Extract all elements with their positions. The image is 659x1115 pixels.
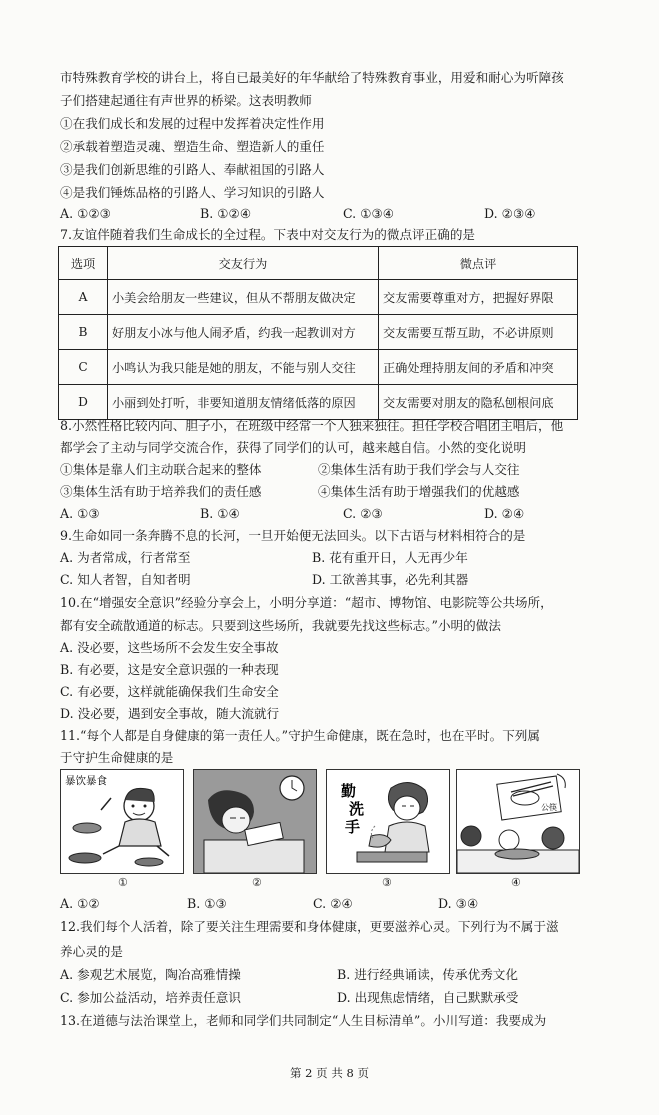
q6-statement-3: ③是我们创新思维的引路人、奉献祖国的引路人 xyxy=(60,162,325,177)
q7-table xyxy=(58,246,578,420)
pic-label-2: ② xyxy=(252,876,262,889)
table-row xyxy=(59,385,578,420)
q12-options-row-2 xyxy=(60,990,620,1006)
table-header: 交友行为 xyxy=(108,247,379,280)
table-row xyxy=(59,315,578,350)
table-cell: D xyxy=(59,385,108,420)
q12-options-row-1 xyxy=(60,967,620,983)
q13-stem: 13.在道德与法治课堂上，老师和同学们共同制定“人生目标清单”。小川写道：我要成为 xyxy=(60,1013,547,1028)
q10-option-c: C. 有必要，这样就能确保我们生命安全 xyxy=(60,684,279,699)
cartoon-wash-hands xyxy=(326,769,450,874)
q6-option-b: B. ①②④ xyxy=(200,206,252,221)
cartoon-serving-chopsticks xyxy=(456,769,580,874)
table-cell: 正确处理持朋友间的矛盾和冲突 xyxy=(379,350,578,385)
table-cell: B xyxy=(59,315,108,350)
table-header-row xyxy=(59,247,578,280)
q12-stem-line-1: 12.我们每个人活着，除了要关注生理需要和身体健康，更要滋养心灵。下列行为不属于滋 xyxy=(60,919,559,934)
cartoon-overeating xyxy=(60,769,184,874)
q8-statement-3: ③集体生活有助于培养我们的责任感 xyxy=(60,484,262,499)
q11-cartoon-strip xyxy=(60,769,578,876)
page-footer: 第 2 页 共 8 页 xyxy=(290,1066,369,1080)
q6-stem-line-1: 市特殊教育学校的讲台上，将自已最美好的年华献给了特殊教育事业，用爱和耐心为听障孩 xyxy=(60,70,564,85)
pic3-char-2: 洗 xyxy=(349,800,365,818)
q11-options xyxy=(60,896,620,912)
q11-option-c: C. ②④ xyxy=(313,896,353,911)
q8-options xyxy=(60,506,620,522)
q9-option-d: D. 工欲善其事，必先利其器 xyxy=(312,572,469,587)
q9-option-c: C. 知人者智，自知者明 xyxy=(60,572,191,587)
table-row xyxy=(59,280,578,315)
table-header: 选项 xyxy=(59,247,108,280)
pic-label-4: ④ xyxy=(511,876,521,889)
q6-option-d: D. ②③④ xyxy=(484,206,536,221)
table-cell: 小丽到处打听，非要知道朋友情绪低落的原因 xyxy=(108,385,379,420)
q10-stem-line-2: 都有安全疏散通道的标志。只要到这些场所，我就要先找这些标志。”小明的做法 xyxy=(60,618,501,633)
table-cell: 小鸣认为我只能是她的朋友，不能与别人交往 xyxy=(108,350,379,385)
q12-option-d: D. 出现焦虑情绪，自己默默承受 xyxy=(337,990,519,1005)
q12-stem-line-2: 养心灵的是 xyxy=(60,944,123,959)
pic1-caption: 暴饮暴食 xyxy=(65,775,107,787)
q11-option-a: A. ①② xyxy=(60,896,100,911)
cartoon-late-night xyxy=(193,769,317,874)
table-cell: A xyxy=(59,280,108,315)
q8-stem-line-2: 都学会了主动与同学交流合作，获得了同学们的认可，越来越自信。小然的变化说明 xyxy=(60,440,526,455)
q8-statement-2: ②集体生活有助于我们学会与人交往 xyxy=(318,462,520,477)
q6-statement-4: ④是我们锤炼品格的引路人、学习知识的引路人 xyxy=(60,185,325,200)
q6-statement-2: ②承载着塑造灵魂、塑造生命、塑造新人的重任 xyxy=(60,139,325,154)
q11-stem-line-1: 11.“每个人都是自身健康的第一责任人。”守护生命健康，既在急时，也在平时。下列属 xyxy=(60,728,540,743)
q11-option-d: D. ③④ xyxy=(438,896,479,911)
table-header: 微点评 xyxy=(379,247,578,280)
q9-options-row-2 xyxy=(60,572,620,588)
q8-statements-row-2 xyxy=(60,484,620,500)
q10-option-d: D. 没必要，遇到安全事故，随大流就行 xyxy=(60,706,280,721)
q7-stem: 7.友谊伴随着我们生命成长的全过程。下表中对交友行为的微点评正确的是 xyxy=(60,227,476,242)
table-cell: 交友需要对朋友的隐私刨根问底 xyxy=(379,385,578,420)
q10-stem-line-1: 10.在“增强安全意识”经验分享会上，小明分享道：“超市、博物馆、电影院等公共场所， xyxy=(60,595,553,610)
table-cell: 交友需要互帮互助，不必讲原则 xyxy=(379,315,578,350)
pic-label-1: ① xyxy=(118,876,128,889)
q8-option-c: C. ②③ xyxy=(343,506,383,521)
q6-statement-1: ①在我们成长和发展的过程中发挥着决定性作用 xyxy=(60,116,325,131)
table-row xyxy=(59,350,578,385)
q12-option-a: A. 参观艺术展览，陶冶高雅情操 xyxy=(60,967,241,982)
q6-options xyxy=(60,206,620,222)
table-cell: 小美会给朋友一些建议，但从不帮朋友做决定 xyxy=(108,280,379,315)
q10-option-a: A. 没必要，这些场所不会发生安全事故 xyxy=(60,640,279,655)
pic4-caption: 公筷 xyxy=(541,803,557,812)
q8-statement-4: ④集体生活有助于增强我们的优越感 xyxy=(318,484,520,499)
q8-option-d: D. ②④ xyxy=(484,506,525,521)
q12-option-b: B. 进行经典诵读，传承优秀文化 xyxy=(337,967,518,982)
q8-statement-1: ①集体是靠人们主动联合起来的整体 xyxy=(60,462,262,477)
q6-option-a: A. ①②③ xyxy=(60,206,111,221)
pic-label-3: ③ xyxy=(382,876,392,889)
table-cell: C xyxy=(59,350,108,385)
q11-option-b: B. ①③ xyxy=(187,896,227,911)
q8-option-b: B. ①④ xyxy=(200,506,240,521)
q6-stem-line-2: 子们搭建起通往有声世界的桥梁。这表明教师 xyxy=(60,93,312,108)
table-cell: 好朋友小冰与他人闹矛盾，约我一起教训对方 xyxy=(108,315,379,350)
q9-stem: 9.生命如同一条奔腾不息的长河，一旦开始便无法回头。以下古语与材料相符合的是 xyxy=(60,528,526,543)
q10-option-b: B. 有必要，这是安全意识强的一种表现 xyxy=(60,662,279,677)
q12-option-c: C. 参加公益活动，培养责任意识 xyxy=(60,990,241,1005)
q6-option-c: C. ①③④ xyxy=(343,206,395,221)
q9-options-row-1 xyxy=(60,550,620,566)
pic3-char-1: 勤 xyxy=(341,782,357,800)
pic3-char-3: 手 xyxy=(345,818,361,836)
q8-option-a: A. ①③ xyxy=(60,506,100,521)
q9-option-a: A. 为者常成，行者常至 xyxy=(60,550,191,565)
table-cell: 交友需要尊重对方，把握好界限 xyxy=(379,280,578,315)
q8-stem-line-1: 8.小然性格比较内向、胆子小，在班级中经常一个人独来独往。担任学校合唱团主唱后，他 xyxy=(60,418,564,433)
q9-option-b: B. 花有重开日，人无再少年 xyxy=(312,550,468,565)
q11-stem-line-2: 于守护生命健康的是 xyxy=(60,750,174,765)
q8-statements-row-1 xyxy=(60,462,620,478)
